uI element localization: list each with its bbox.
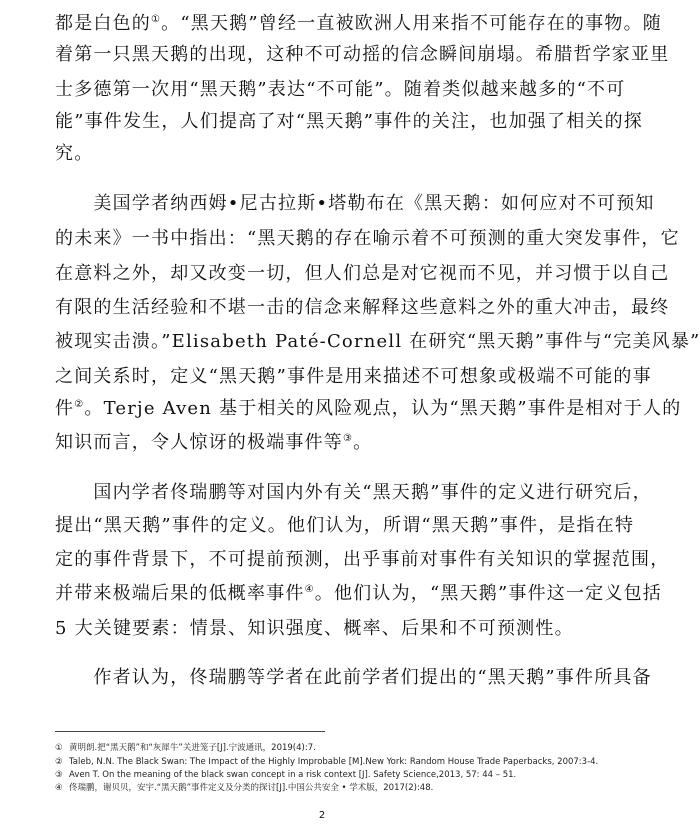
- line-text: 件: [55, 398, 75, 419]
- body-line: [55, 330, 700, 354]
- footnote: [55, 770, 615, 781]
- footnote-marker[interactable]: ④: [304, 584, 315, 595]
- footnote-marker[interactable]: ③: [343, 433, 354, 444]
- body-line: [55, 12, 662, 36]
- footnote: [55, 757, 615, 768]
- footnote: [55, 743, 615, 754]
- line-text: 并带来极端后果的低概率事件: [55, 583, 305, 604]
- body-line: [55, 227, 680, 251]
- line-text: 知识而言，令人惊讶的极端事件等: [55, 432, 343, 453]
- footnote-text: Aven T. On the meaning of the black swan concept in a risk context [J]. Safety Science,2013, 57: 44 – 51.: [69, 770, 517, 780]
- footnote: [55, 783, 615, 794]
- body-line: [55, 78, 626, 102]
- line-text: 的未来》一书中指出：“黑天鹅的存在喻示着不可预测的重大突发事件，它: [55, 228, 680, 249]
- line-text: 5 大关键要素：情景、知识强度、概率、后果和不可预测性。: [55, 618, 574, 639]
- body-line: [55, 192, 655, 216]
- line-text: 作者认为，佟瑞鹏等学者在此前学者们提出的“黑天鹅”事件所具备: [55, 667, 652, 688]
- footnote-number: ①: [55, 743, 63, 753]
- line-text: 国内学者佟瑞鹏等对国内外有关“黑天鹅”事件的定义进行研究后，: [55, 482, 652, 503]
- body-line: [55, 582, 662, 606]
- line-text: 都是白色的: [55, 13, 151, 34]
- body-line: [55, 43, 670, 67]
- line-text: 着第一只黑天鹅的出现，这种不可动摇的信念瞬间崩塌。希腊哲学家亚里: [55, 44, 670, 65]
- body-line: [55, 365, 652, 389]
- page-number: 2: [318, 810, 326, 821]
- line-text: 有限的生活经验和不堪一击的信念来解释这些意料之外的重大冲击，最终: [55, 297, 670, 318]
- line-text: 。他们认为，“黑天鹅”事件这一定义包括: [314, 583, 662, 604]
- line-text: 在意料之外，却又改变一切，但人们总是对它视而不见，并习惯于以自己: [55, 263, 670, 284]
- footnote-marker[interactable]: ①: [151, 14, 162, 25]
- footnote-text: 黄明朗.把“黑天鹅”和“灰犀牛”关进笼子[J].宁波通讯，2019(4):7.: [69, 743, 316, 753]
- body-line: [55, 666, 652, 690]
- body-line: [55, 431, 605, 455]
- body-line: [55, 110, 644, 134]
- footnote-number: ③: [55, 770, 63, 780]
- line-text: 提出“黑天鹅”事件的定义。他们认为，所谓“黑天鹅”事件，是指在特: [55, 515, 635, 536]
- body-line: [55, 296, 670, 320]
- body-line: [55, 514, 635, 538]
- footnote-separator: [55, 731, 325, 732]
- footnote-text: 佟瑞鹏，谢贝贝，安宇.“黑天鹅”事件定义及分类的探讨[J].中国公共安全 • 学术版，2017(2):48.: [69, 783, 434, 793]
- line-text: 究。: [55, 143, 94, 164]
- footnote-text: Taleb, N.N. The Black Swan: The Impact of the Highly Improbable [M].New York: Random House Trade Paperbacks, 2007:3-4.: [69, 757, 599, 767]
- body-line: [55, 142, 605, 166]
- footnote-number: ②: [55, 757, 63, 767]
- line-text: 能”事件发生，人们提高了对“黑天鹅”事件的关注，也加强了相关的探: [55, 111, 644, 132]
- line-text: 。Terje Aven 基于相关的风险观点，认为“黑天鹅”事件是相对于人的: [84, 398, 682, 419]
- line-text: 被现实击溃。”Elisabeth Paté-Cornell 在研究“黑天鹅”事件与“完美风暴”: [55, 331, 700, 352]
- body-line: [55, 481, 652, 505]
- line-text: 定的事件背景下，不可提前预测，出乎事前对事件有关知识的掌握范围，: [55, 549, 670, 570]
- body-line: [55, 617, 605, 641]
- body-line: [55, 548, 670, 572]
- line-text: 美国学者纳西姆•尼古拉斯•塔勒布在《黑天鹅：如何应对不可预知: [55, 193, 655, 214]
- body-line: [55, 397, 682, 421]
- line-text: 。: [353, 432, 373, 453]
- line-text: 。“黑天鹅”曾经一直被欧洲人用来指不可能存在的事物。随: [161, 13, 662, 34]
- line-text: 之间关系时，定义“黑天鹅”事件是用来描述不可想象或极端不可能的事: [55, 366, 652, 387]
- body-line: [55, 262, 670, 286]
- footnote-number: ④: [55, 783, 63, 793]
- line-text: 士多德第一次用“黑天鹅”表达“不可能”。随着类似越来越多的“不可: [55, 79, 626, 100]
- footnote-marker[interactable]: ②: [74, 399, 85, 410]
